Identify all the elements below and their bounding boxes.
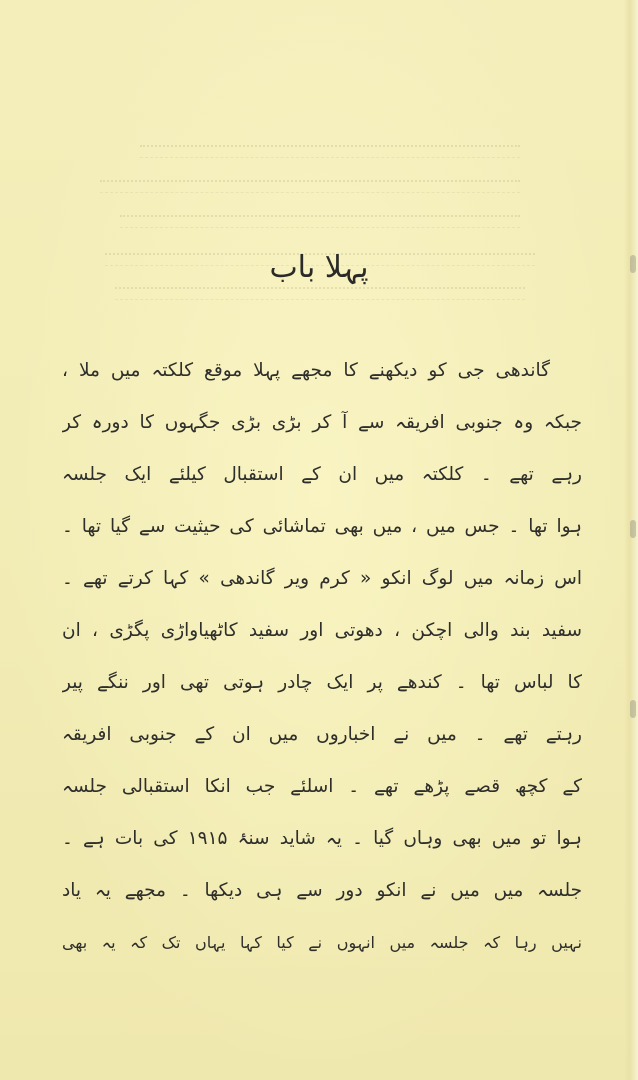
text-line: کا لباس تھا ۔ کندھے پر ایک چادر ہوتی تھی اور ننگے پیر [62,672,582,693]
edge-mark [630,520,636,538]
text-line: ہوا تھا ۔ جس میں ، میں بھی تماشائی کی حیثیت سے گیا تھا ۔ [62,516,582,537]
bleed-through-text [100,125,540,325]
text-line: اس زمانہ میں لوگ انکو « کرم ویر گاندھی » کہا کرتے تھے ۔ [62,568,582,589]
text-line: رہے تھے ۔ کلکتہ میں ان کے استقبال کیلئے ایک جلسہ [62,464,582,485]
text-line: ہوا تو میں بھی وہاں گیا ۔ یہ شاید سنۂ ۱۹۱۵ کی بات ہے ۔ [62,828,582,849]
text-line: جلسہ میں میں نے انکو دور سے ہی دیکھا ۔ مجھے یہ یاد [62,880,582,901]
text-line: گاندھی جی کو دیکھنے کا مجھے پہلا موقع کلکتہ میں ملا ، [62,360,550,381]
text-line: کے کچھ قصے پڑھے تھے ۔ اسلئے جب انکا استقبالی جلسہ [62,776,582,797]
chapter-heading: پہلا باب [269,250,369,285]
text-line: رہتے تھے ۔ میں نے اخباروں میں ان کے جنوبی افریقہ [62,724,582,745]
text-line: نہیں رہا کہ جلسہ میں انہوں نے کیا کہا یہاں تک کہ یہ بھی [62,933,582,952]
text-line: سفید بند والی اچکن ، دھوتی اور سفید کاٹھیاواڑی پگڑی ، ان [62,620,582,641]
page-edge [624,0,638,1080]
edge-mark [630,700,636,718]
text-line: جبکہ وہ جنوبی افریقہ سے آ کر بڑی بڑی جگہوں کا دورہ کر [62,412,582,433]
body-text [62,345,582,969]
